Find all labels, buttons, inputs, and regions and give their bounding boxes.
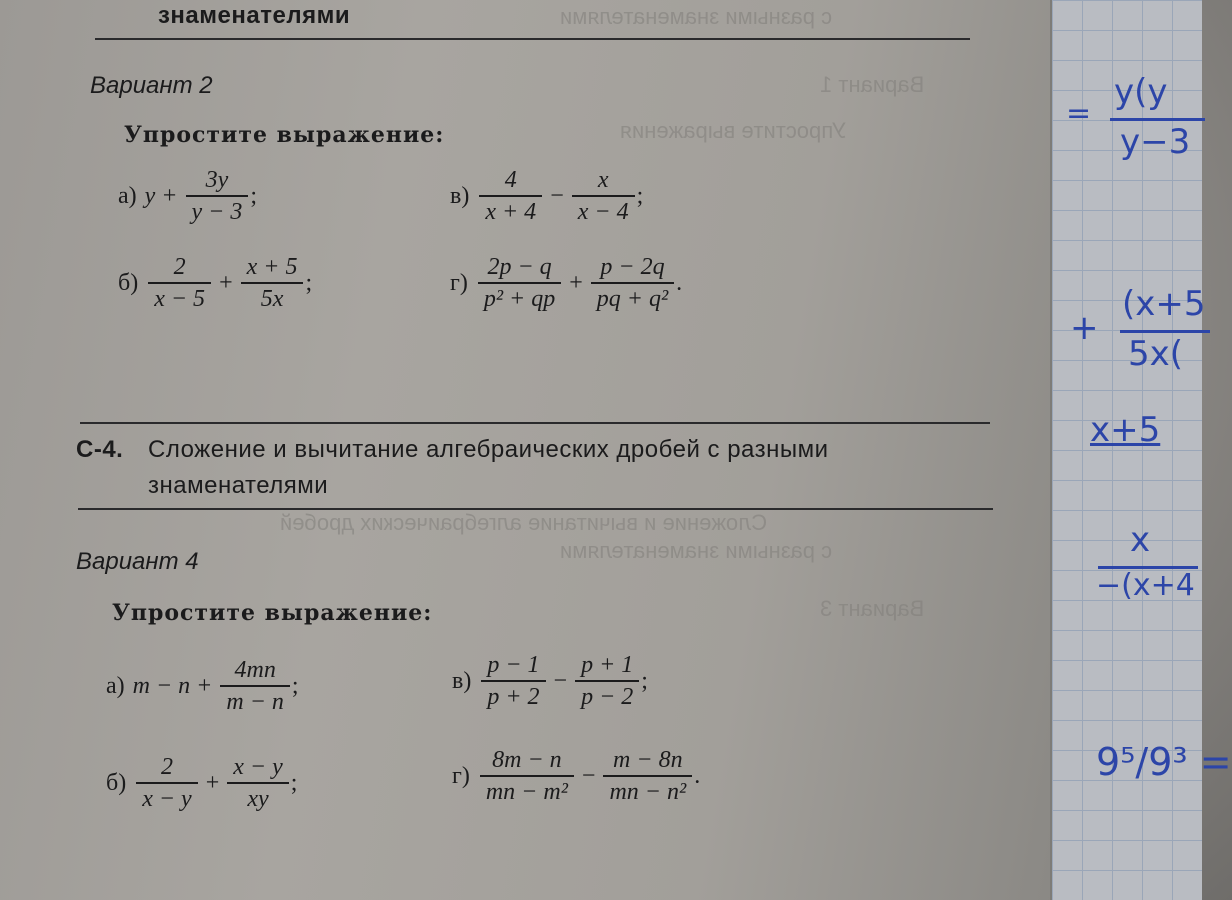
exercise-2g [450,252,682,314]
denominator: x + 4 [485,199,537,225]
fraction [241,252,304,314]
fraction [572,165,635,227]
exercise-2a [118,165,257,227]
exercise-label: г) [452,762,470,789]
denominator: 5x [260,286,284,312]
numerator: m − 8n [613,747,683,773]
exercise-2b [118,252,312,314]
denominator: p² + qp [483,286,556,312]
fraction [186,165,249,227]
section-title-line-2: знаменателями [148,472,329,499]
numerator: x [597,167,609,193]
exercise-label: г) [450,269,468,296]
denominator: xy [247,786,269,812]
punctuation: ; [250,182,258,209]
reverse-side-text: Вариант 1 [820,72,925,97]
denominator: p + 2 [487,684,540,710]
exercise-label: а) [118,182,137,209]
handwritten-fraction-4-num: x [1130,520,1151,560]
handwritten-bar [1110,118,1205,121]
numerator: 3y [205,167,229,193]
numerator: p − 1 [487,652,540,678]
denominator: mn − n² [609,779,687,805]
exercise-label: в) [450,182,470,209]
grid-notebook [1050,0,1232,900]
handwritten-equals: = [1066,96,1092,131]
punctuation: ; [290,769,298,796]
fraction [148,252,211,314]
handwritten-numerator: x+5 [1090,410,1161,450]
operator: − [553,667,568,694]
numerator: 8m − n [492,747,562,773]
operator: + [219,269,233,296]
numerator: p − 2q [600,254,665,280]
fraction [478,252,561,314]
denominator: p − 2 [581,684,634,710]
fraction [603,745,692,807]
fraction [481,650,545,712]
expression-term: m − n + [132,672,213,699]
numerator: p + 1 [581,652,634,678]
variant-4-title: Вариант 4 [76,548,199,575]
reverse-side-text: с разными знаменателями [560,538,833,563]
fraction [575,650,639,712]
fraction [591,252,674,314]
denominator: pq + q² [596,286,669,312]
reverse-side-text: Вариант 3 [820,596,925,621]
fraction [220,655,290,717]
section-title-line-1: Сложение и вычитание алгебраических дробей с разными [148,436,829,463]
reverse-side-text: с разными знаменателями [560,4,833,29]
exercise-4g [452,745,700,807]
numerator: 2p − q [487,254,552,280]
variant-2-instruction: Упростите выражение: [124,122,445,148]
numerator: 4 [504,167,517,193]
fraction [227,752,289,814]
operator: − [581,762,596,789]
handwritten-fraction-2-num: (x+5 [1122,284,1206,324]
divider-line [80,422,990,424]
exercise-2v [450,165,643,227]
fraction [479,165,542,227]
exercise-label: б) [118,269,139,296]
numerator: x − y [233,754,283,780]
punctuation: ; [305,269,313,296]
punctuation: . [676,269,683,296]
divider-line [95,38,970,40]
denominator: m − n [226,689,284,715]
exercise-4b [106,752,297,814]
punctuation: . [694,762,701,789]
numerator: x + 5 [246,254,298,280]
operator: + [205,769,220,796]
handwritten-bar [1120,330,1210,333]
variant-2-title: Вариант 2 [90,72,213,99]
handwritten-fraction-1-num: y(y [1114,72,1168,112]
handwritten-fraction-2-den: 5x( [1128,334,1184,374]
numerator: 4mn [234,657,276,683]
reverse-side-text: Упростите выражения [620,118,847,143]
denominator: x − 5 [154,286,206,312]
exercise-label: б) [106,769,127,796]
punctuation: ; [636,182,644,209]
handwritten-plus: + [1070,308,1099,348]
exercise-label: а) [106,672,125,699]
handwritten-power-expression: 9⁵/9³ = [1096,740,1232,784]
operator: + [569,269,583,296]
denominator: mn − m² [485,779,568,805]
section-code: С-4. [76,436,124,463]
denominator: y − 3 [191,199,243,225]
numerator: 2 [160,754,173,780]
handwritten-fraction-4-den: −(x+4 [1096,568,1195,603]
numerator: 2 [173,254,186,280]
exercise-4v [452,650,648,712]
expression-term: y + [144,182,178,209]
fraction [480,745,574,807]
exercise-label: в) [452,667,472,694]
punctuation: ; [641,667,648,694]
previous-section-heading: знаменателями [158,2,351,29]
denominator: x − y [142,786,192,812]
divider-line [78,508,993,510]
denominator: x − 4 [577,199,629,225]
handwritten-fraction-1-den: y−3 [1120,122,1191,162]
reverse-side-text: Сложение и вычитание алгебраических дробей [280,510,768,535]
punctuation: ; [291,672,299,699]
operator: − [550,182,564,209]
exercise-4a [106,655,299,717]
fraction [136,752,198,814]
variant-4-instruction: Упростите выражение: [112,600,433,626]
